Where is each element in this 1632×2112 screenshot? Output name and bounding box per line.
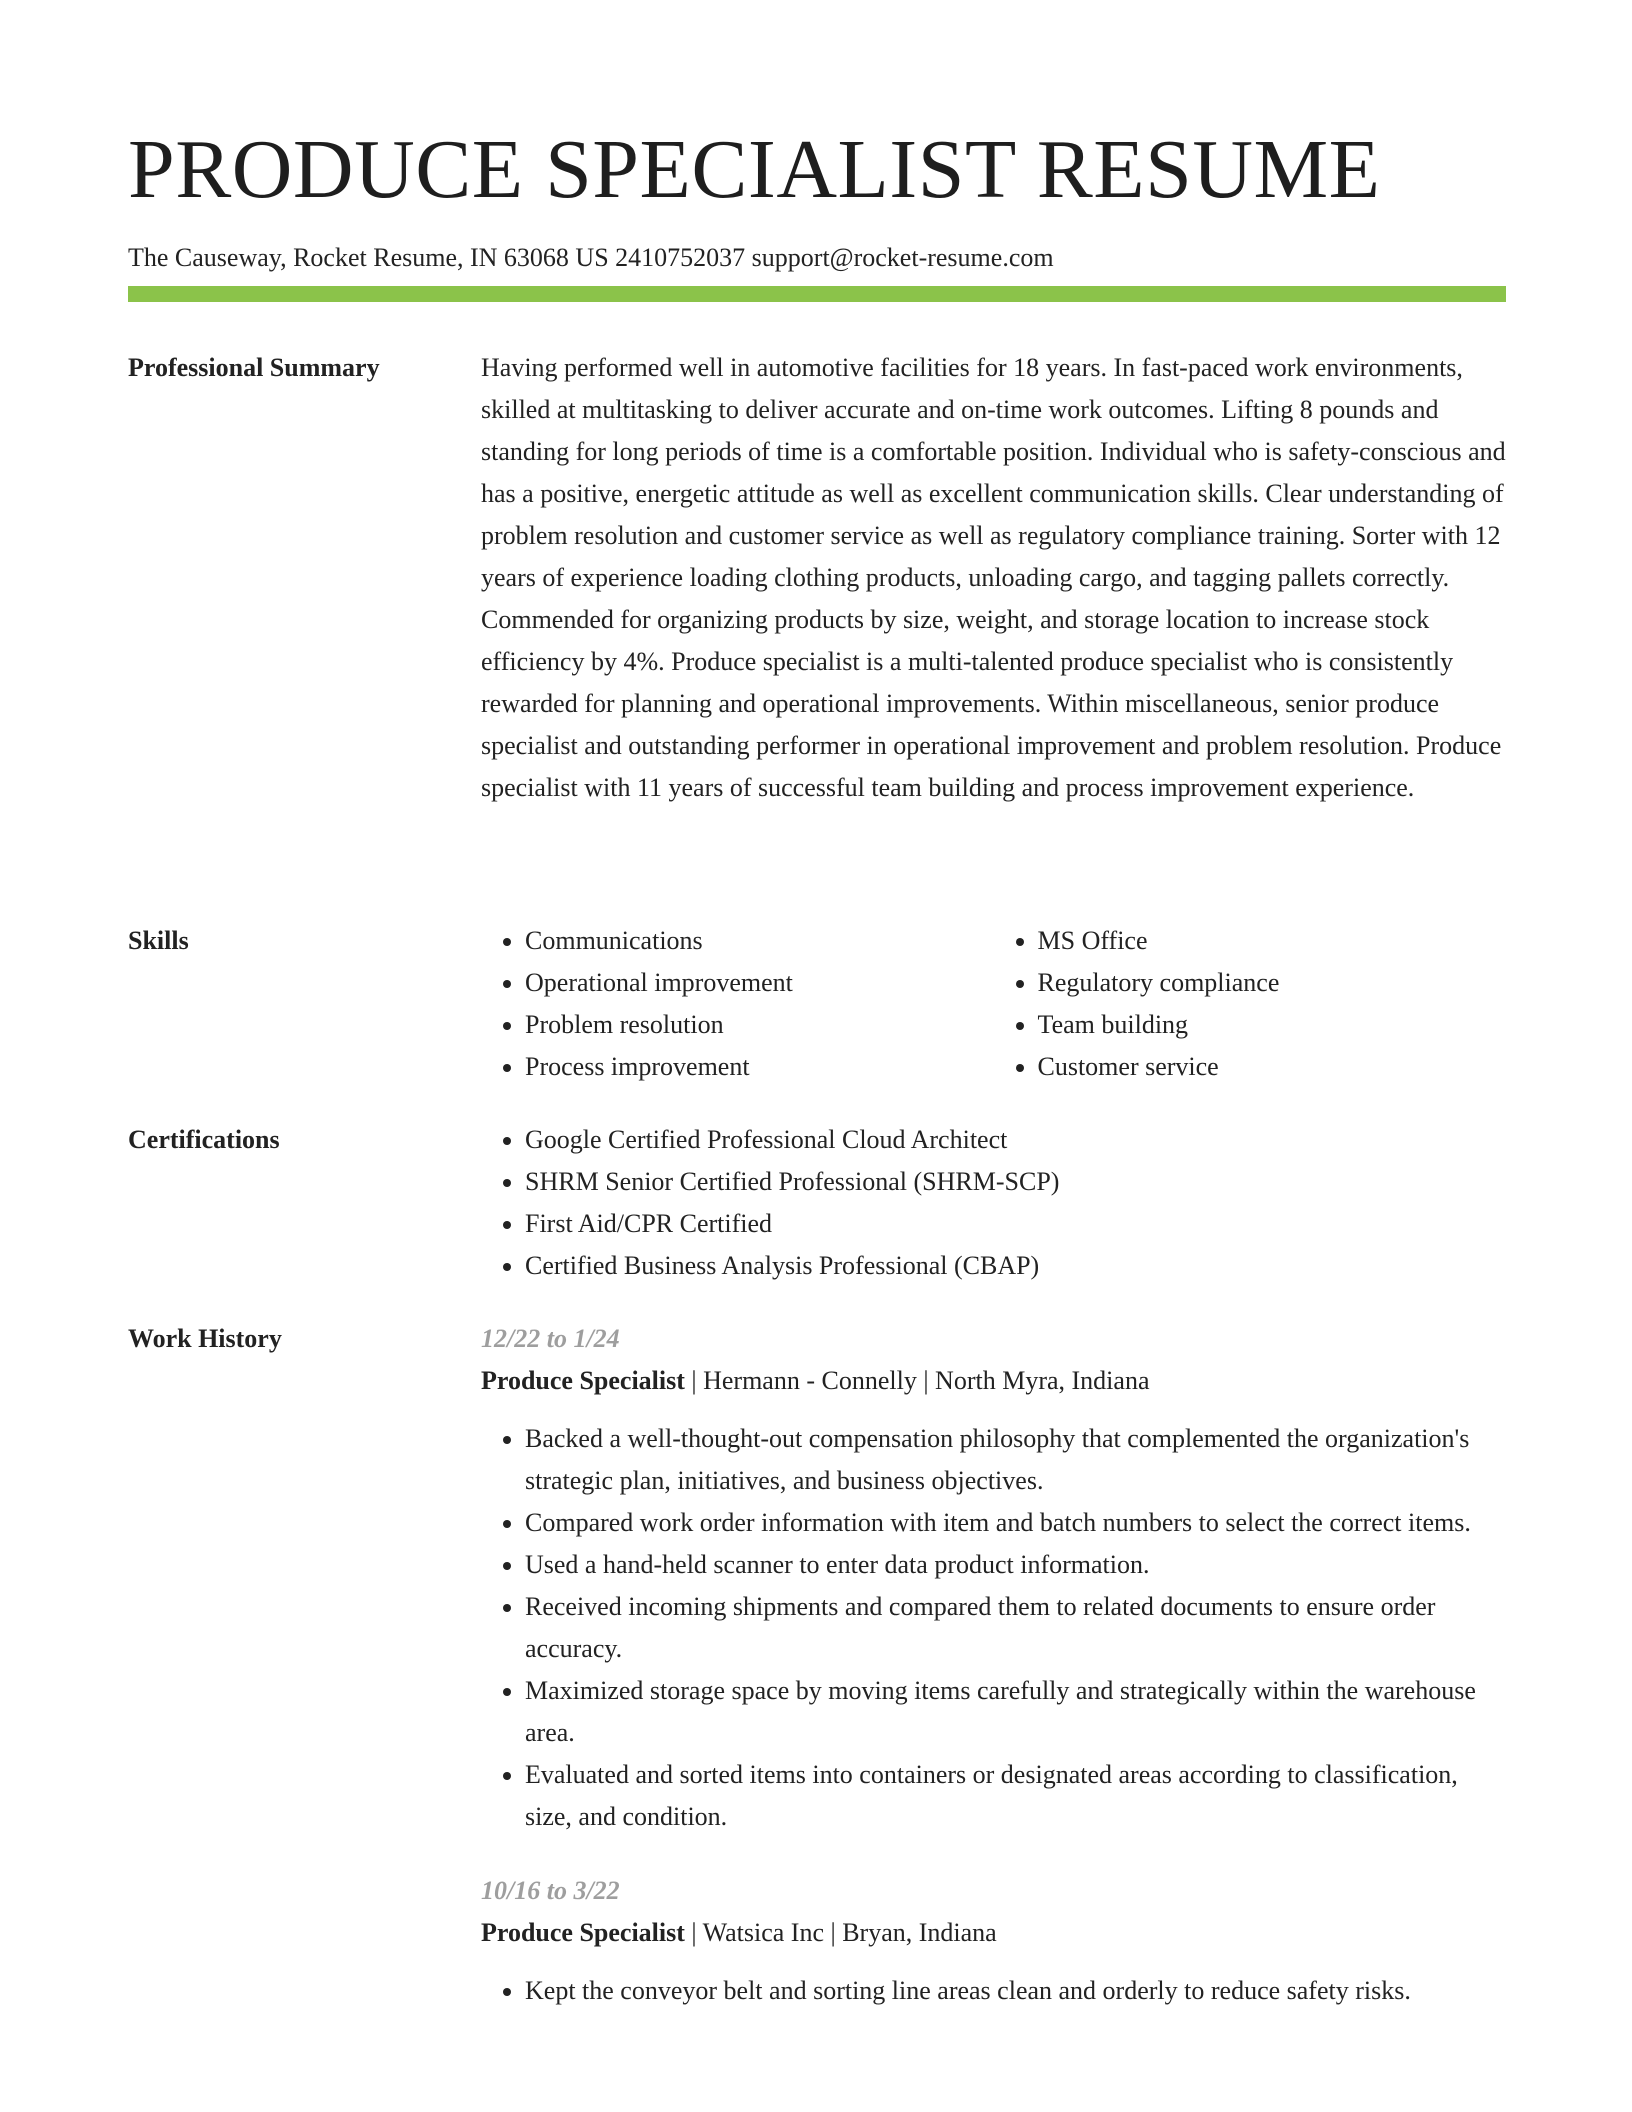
certification-item: • First Aid/CPR Certified (525, 1203, 1506, 1245)
skill-item: • Regulatory compliance (1038, 962, 1507, 1004)
job-bullet: • Maximized storage space by moving items carefully and strategically within the warehouse area. (525, 1670, 1506, 1754)
job-title: Produce Specialist (481, 1918, 685, 1947)
summary-text: Having performed well in automotive facilities for 18 years. In fast-paced work environments, skilled at multitasking to deliver accurate and on-time work outcomes. Lifting 8 pounds and standing for long periods of time is a comfortable position. Individual who is safety-conscious and has a positive, energetic attitude as well as excellent communication skills. Clear understanding of problem resolution and customer service as well as regulatory compliance training. Sorter with 12 years of experience loading clothing products, unloading cargo, and tagging pallets correctly. Commended for organizing products by size, weight, and storage location to increase stock efficiency by 4%. Produce specialist is a multi-talented produce specialist who is consistently rewarded for planning and operational improvements. Within miscellaneous, senior produce specialist and outstanding performer in operational improvement and problem resolution. Produce specialist with 11 years of successful team building and process improvement experience. (481, 353, 1506, 802)
job-bullet: • Backed a well-thought-out compensation philosophy that complemented the organization's strategic plan, initiatives, and business objectives. (525, 1418, 1506, 1502)
job-entry (481, 1318, 1506, 1838)
skill-item: • Customer service (1038, 1046, 1507, 1088)
skill-item: • MS Office (1038, 920, 1507, 962)
skill-item: • Process improvement (525, 1046, 994, 1088)
job-dates: 10/16 to 3/22 (481, 1876, 620, 1905)
certifications-heading: Certifications (128, 1125, 280, 1154)
certification-item: • Google Certified Professional Cloud Architect (525, 1119, 1506, 1161)
certifications-list (481, 1119, 1506, 1287)
job-bullet: • Used a hand-held scanner to enter data product information. (525, 1544, 1506, 1586)
job-bullets (481, 1418, 1506, 1838)
job-heading (481, 1360, 1506, 1402)
work-history-body (481, 1318, 1506, 2044)
job-title: Produce Specialist (481, 1366, 685, 1395)
summary-heading: Professional Summary (128, 353, 380, 382)
skill-item: • Communications (525, 920, 994, 962)
skill-item: • Operational improvement (525, 962, 994, 1004)
skills-heading: Skills (128, 926, 189, 955)
job-entry (481, 1870, 1506, 2012)
job-bullet: • Compared work order information with item and batch numbers to select the correct items. (525, 1502, 1506, 1544)
certification-item: • Certified Business Analysis Professional (CBAP) (525, 1245, 1506, 1287)
summary-body (481, 347, 1506, 809)
contact-info: The Causeway, Rocket Resume, IN 63068 US 2410752037 support@rocket-resume.com (128, 243, 1054, 272)
skills-columns (481, 920, 1506, 1088)
resume-header (128, 120, 1506, 274)
job-bullet: • Kept the conveyor belt and sorting line areas clean and orderly to reduce safety risks. (525, 1970, 1506, 2012)
skill-item: • Team building (1038, 1004, 1507, 1046)
skills-list-right (994, 920, 1507, 1088)
work-history-heading: Work History (128, 1324, 282, 1353)
job-heading (481, 1912, 1506, 1954)
accent-divider (128, 286, 1506, 302)
certification-item: • SHRM Senior Certified Professional (SHRM-SCP) (525, 1161, 1506, 1203)
certifications-body (481, 1119, 1506, 1287)
job-bullet: • Evaluated and sorted items into containers or designated areas according to classification, size, and condition. (525, 1754, 1506, 1838)
job-employer-location: | Watsica Inc | Bryan, Indiana (684, 1918, 997, 1947)
job-employer-location: | Hermann - Connelly | North Myra, Indiana (684, 1366, 1150, 1395)
job-bullets (481, 1970, 1506, 2012)
job-dates: 12/22 to 1/24 (481, 1324, 620, 1353)
job-bullet: • Received incoming shipments and compared them to related documents to ensure order accuracy. (525, 1586, 1506, 1670)
resume-title: PRODUCE SPECIALIST RESUME (128, 123, 1381, 216)
skills-list-left (481, 920, 994, 1088)
skill-item: • Problem resolution (525, 1004, 994, 1046)
